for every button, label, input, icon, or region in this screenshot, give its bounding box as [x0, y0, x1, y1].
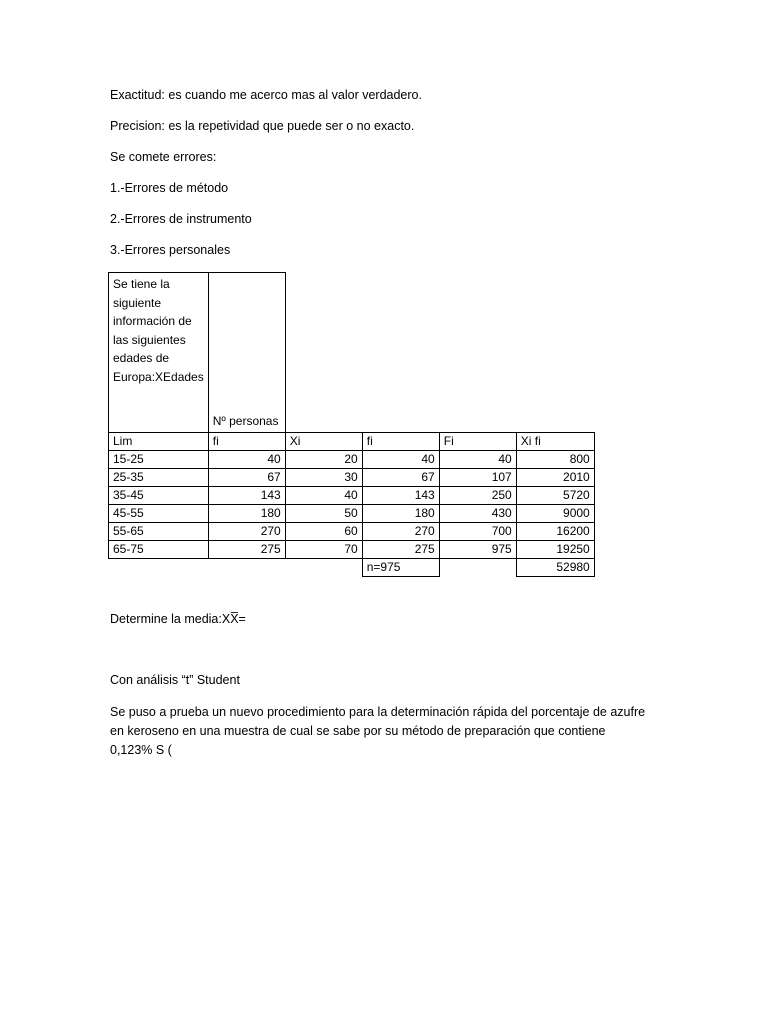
error-item-1: 1.-Errores de método: [110, 181, 229, 195]
definition-precision: Precision: es la repetividad que puede ser o no exacto.: [110, 119, 415, 133]
table-row: [109, 541, 595, 559]
column-header: fi: [362, 433, 439, 451]
total-xifi-cell: 52980: [516, 559, 594, 577]
cell-fi: 275: [208, 541, 285, 559]
cell-fi: 275: [362, 541, 439, 559]
cell-fi: 180: [362, 505, 439, 523]
cell-xifi: 9000: [516, 505, 594, 523]
cell-lim: 45-55: [109, 505, 209, 523]
cell-Fi: 107: [439, 469, 516, 487]
table-intro-cell: Se tiene la siguiente información de las siguientes edades de Europa:XEdades: [109, 273, 209, 433]
total-n-cell: n=975: [362, 559, 439, 577]
cell-xifi: 19250: [516, 541, 594, 559]
cell-lim: 55-65: [109, 523, 209, 541]
cell-lim: 65-75: [109, 541, 209, 559]
table-row: [109, 469, 595, 487]
cell-lim: 15-25: [109, 451, 209, 469]
cell-fi: 143: [208, 487, 285, 505]
column-header: fi: [208, 433, 285, 451]
column-header: Xi: [285, 433, 362, 451]
media-prompt: Determine la media:XX̅=: [110, 612, 246, 626]
cell-lim: 25-35: [109, 469, 209, 487]
cell-fi: 67: [362, 469, 439, 487]
cell-xi: 60: [285, 523, 362, 541]
table-intro-row: [109, 273, 595, 433]
cell-Fi: 40: [439, 451, 516, 469]
cell-xifi: 800: [516, 451, 594, 469]
cell-lim: 35-45: [109, 487, 209, 505]
student-paragraph: Se puso a prueba un nuevo procedimiento para la determinación rápida del porcentaje de azufre en keroseno en una muestra de cual se sabe por su método de preparación que contiene 0,123% S (: [110, 705, 646, 757]
cell-fi: 143: [362, 487, 439, 505]
cell-fi: 40: [208, 451, 285, 469]
table-row: [109, 523, 595, 541]
table-row: [109, 487, 595, 505]
cell-Fi: 975: [439, 541, 516, 559]
cell-fi: 180: [208, 505, 285, 523]
table-row: [109, 451, 595, 469]
cell-Fi: 700: [439, 523, 516, 541]
table-header-row: [109, 433, 595, 451]
cell-xifi: 16200: [516, 523, 594, 541]
table-row: [109, 505, 595, 523]
cell-xi: 30: [285, 469, 362, 487]
cell-xifi: 5720: [516, 487, 594, 505]
errors-heading: Se comete errores:: [110, 150, 217, 164]
error-item-3: 3.-Errores personales: [110, 243, 231, 257]
definition-exactitud: Exactitud: es cuando me acerco mas al valor verdadero.: [110, 88, 422, 102]
cell-xifi: 2010: [516, 469, 594, 487]
column-header: Lim: [109, 433, 209, 451]
student-title: Con análisis “t” Student: [110, 673, 240, 687]
cell-xi: 20: [285, 451, 362, 469]
table-total-row: [109, 559, 595, 577]
column-header: Fi: [439, 433, 516, 451]
cell-xi: 50: [285, 505, 362, 523]
column-header: Xi fi: [516, 433, 594, 451]
cell-fi: 67: [208, 469, 285, 487]
frequency-table: [108, 272, 595, 577]
error-item-2: 2.-Errores de instrumento: [110, 212, 252, 226]
cell-xi: 70: [285, 541, 362, 559]
cell-Fi: 430: [439, 505, 516, 523]
cell-fi: 270: [362, 523, 439, 541]
cell-fi: 270: [208, 523, 285, 541]
table-personas-cell: Nº personas: [208, 273, 285, 433]
cell-xi: 40: [285, 487, 362, 505]
cell-fi: 40: [362, 451, 439, 469]
cell-Fi: 250: [439, 487, 516, 505]
